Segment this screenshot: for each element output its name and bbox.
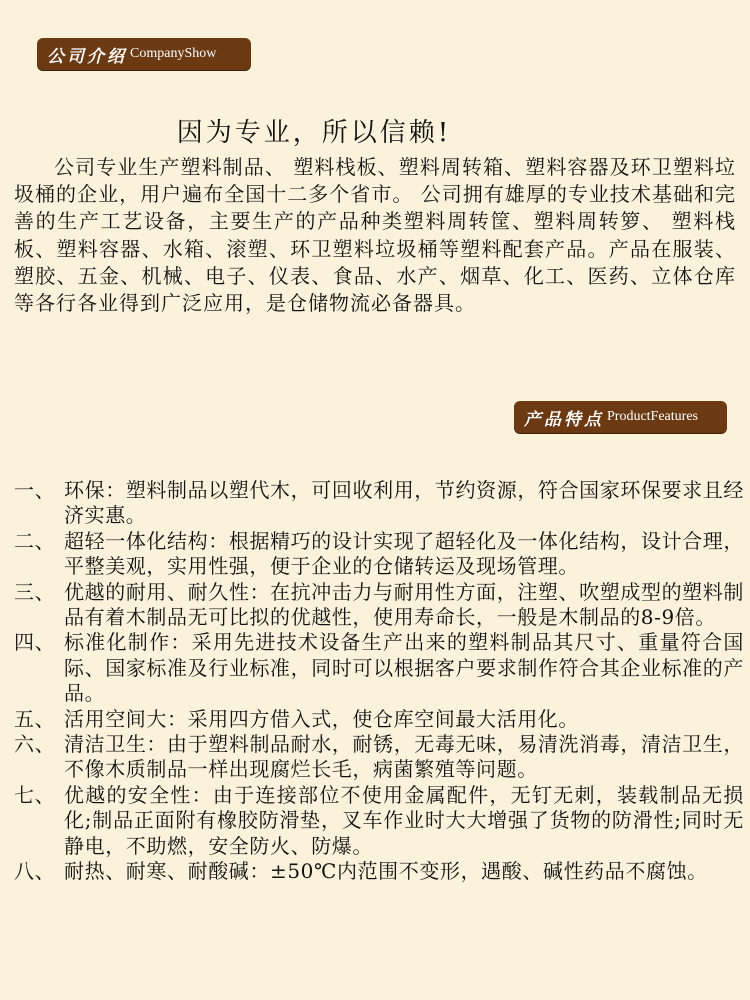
feature-number: 一、 [14, 478, 56, 502]
feature-text: 优越的安全性：由于连接部位不使用金属配件，无钉无刺，装载制品无损化;制品正面附有橡胶防滑垫，叉车作业时大大增强了货物的防滑性;同时无静电，不助燃，安全防火、防爆。 [64, 782, 744, 858]
feature-item [14, 630, 744, 706]
feature-item [14, 732, 744, 783]
feature-item [14, 529, 744, 580]
feature-text: 耐热、耐寒、耐酸碱：±50℃内范围不变形，遇酸、碱性药品不腐蚀。 [64, 859, 708, 884]
feature-number: 八、 [14, 859, 56, 884]
feature-text: 优越的耐用、耐久性：在抗冲击力与耐用性方面，注塑、吹塑成型的塑料制品有着木制品无可比拟的优越性，使用寿命长，一般是木制品的8-9倍。 [64, 579, 744, 630]
company-badge-en: CompanyShow [130, 46, 217, 61]
feature-text: 清洁卫生：由于塑料制品耐水，耐锈，无毒无味，易清洗消毒，清洁卫生，不像木质制品一样出现腐烂长毛，病菌繁殖等问题。 [64, 732, 744, 782]
feature-number: 二、 [14, 528, 56, 553]
headline: 因为专业，所以信赖! [176, 118, 452, 148]
feature-item [14, 707, 744, 732]
feature-item [14, 580, 744, 631]
feature-number: 六、 [14, 732, 56, 757]
feature-text: 标准化制作：采用先进技术设备生产出来的塑料制品其尺寸、重量符合国际、国家标准及行业标准，同时可以根据客户要求制作符合其企业标准的产品。 [64, 630, 744, 706]
feature-list [14, 478, 744, 885]
company-show-badge [37, 38, 251, 70]
feature-text: 超轻一体化结构：根据精巧的设计实现了超轻化及一体化结构，设计合理，平整美观，实用性强，便于企业的仓储转运及现场管理。 [64, 528, 744, 579]
product-badge-cn: 产品特点 [524, 409, 604, 430]
product-badge-en: ProductFeatures [607, 409, 698, 424]
company-intro-paragraph: 公司专业生产塑料制品、 塑料栈板、塑料周转箱、塑料容器及环卫塑料垃圾桶的企业，用户遍布全国十二多个省市。 公司拥有雄厚的专业技术基础和完善的生产工艺设备，主要生产的产品种类塑料周转筐、塑料周转箩、 塑料栈板、塑料容器、水箱、滚塑、环卫塑料垃圾桶等塑料配套产品。产品在服装、塑胶、五金、机械、电子、仪表、食品、水产、烟草、化工、医药、立体仓库等各行各业得到广泛应用，是仓储物流必备器具。 [14, 155, 736, 316]
feature-number: 三、 [14, 579, 56, 604]
feature-number: 七、 [14, 782, 56, 807]
feature-item [14, 859, 744, 884]
product-features-badge [514, 401, 727, 433]
feature-text: 环保：塑料制品以塑代木，可回收利用，节约资源，符合国家环保要求且经济实惠。 [64, 478, 744, 528]
feature-number: 四、 [14, 630, 56, 655]
feature-text: 活用空间大：采用四方借入式，使仓库空间最大活用化。 [64, 706, 579, 731]
feature-item [14, 478, 744, 529]
feature-number: 五、 [14, 706, 56, 731]
feature-item [14, 783, 744, 859]
company-badge-cn: 公司介绍 [47, 46, 127, 67]
